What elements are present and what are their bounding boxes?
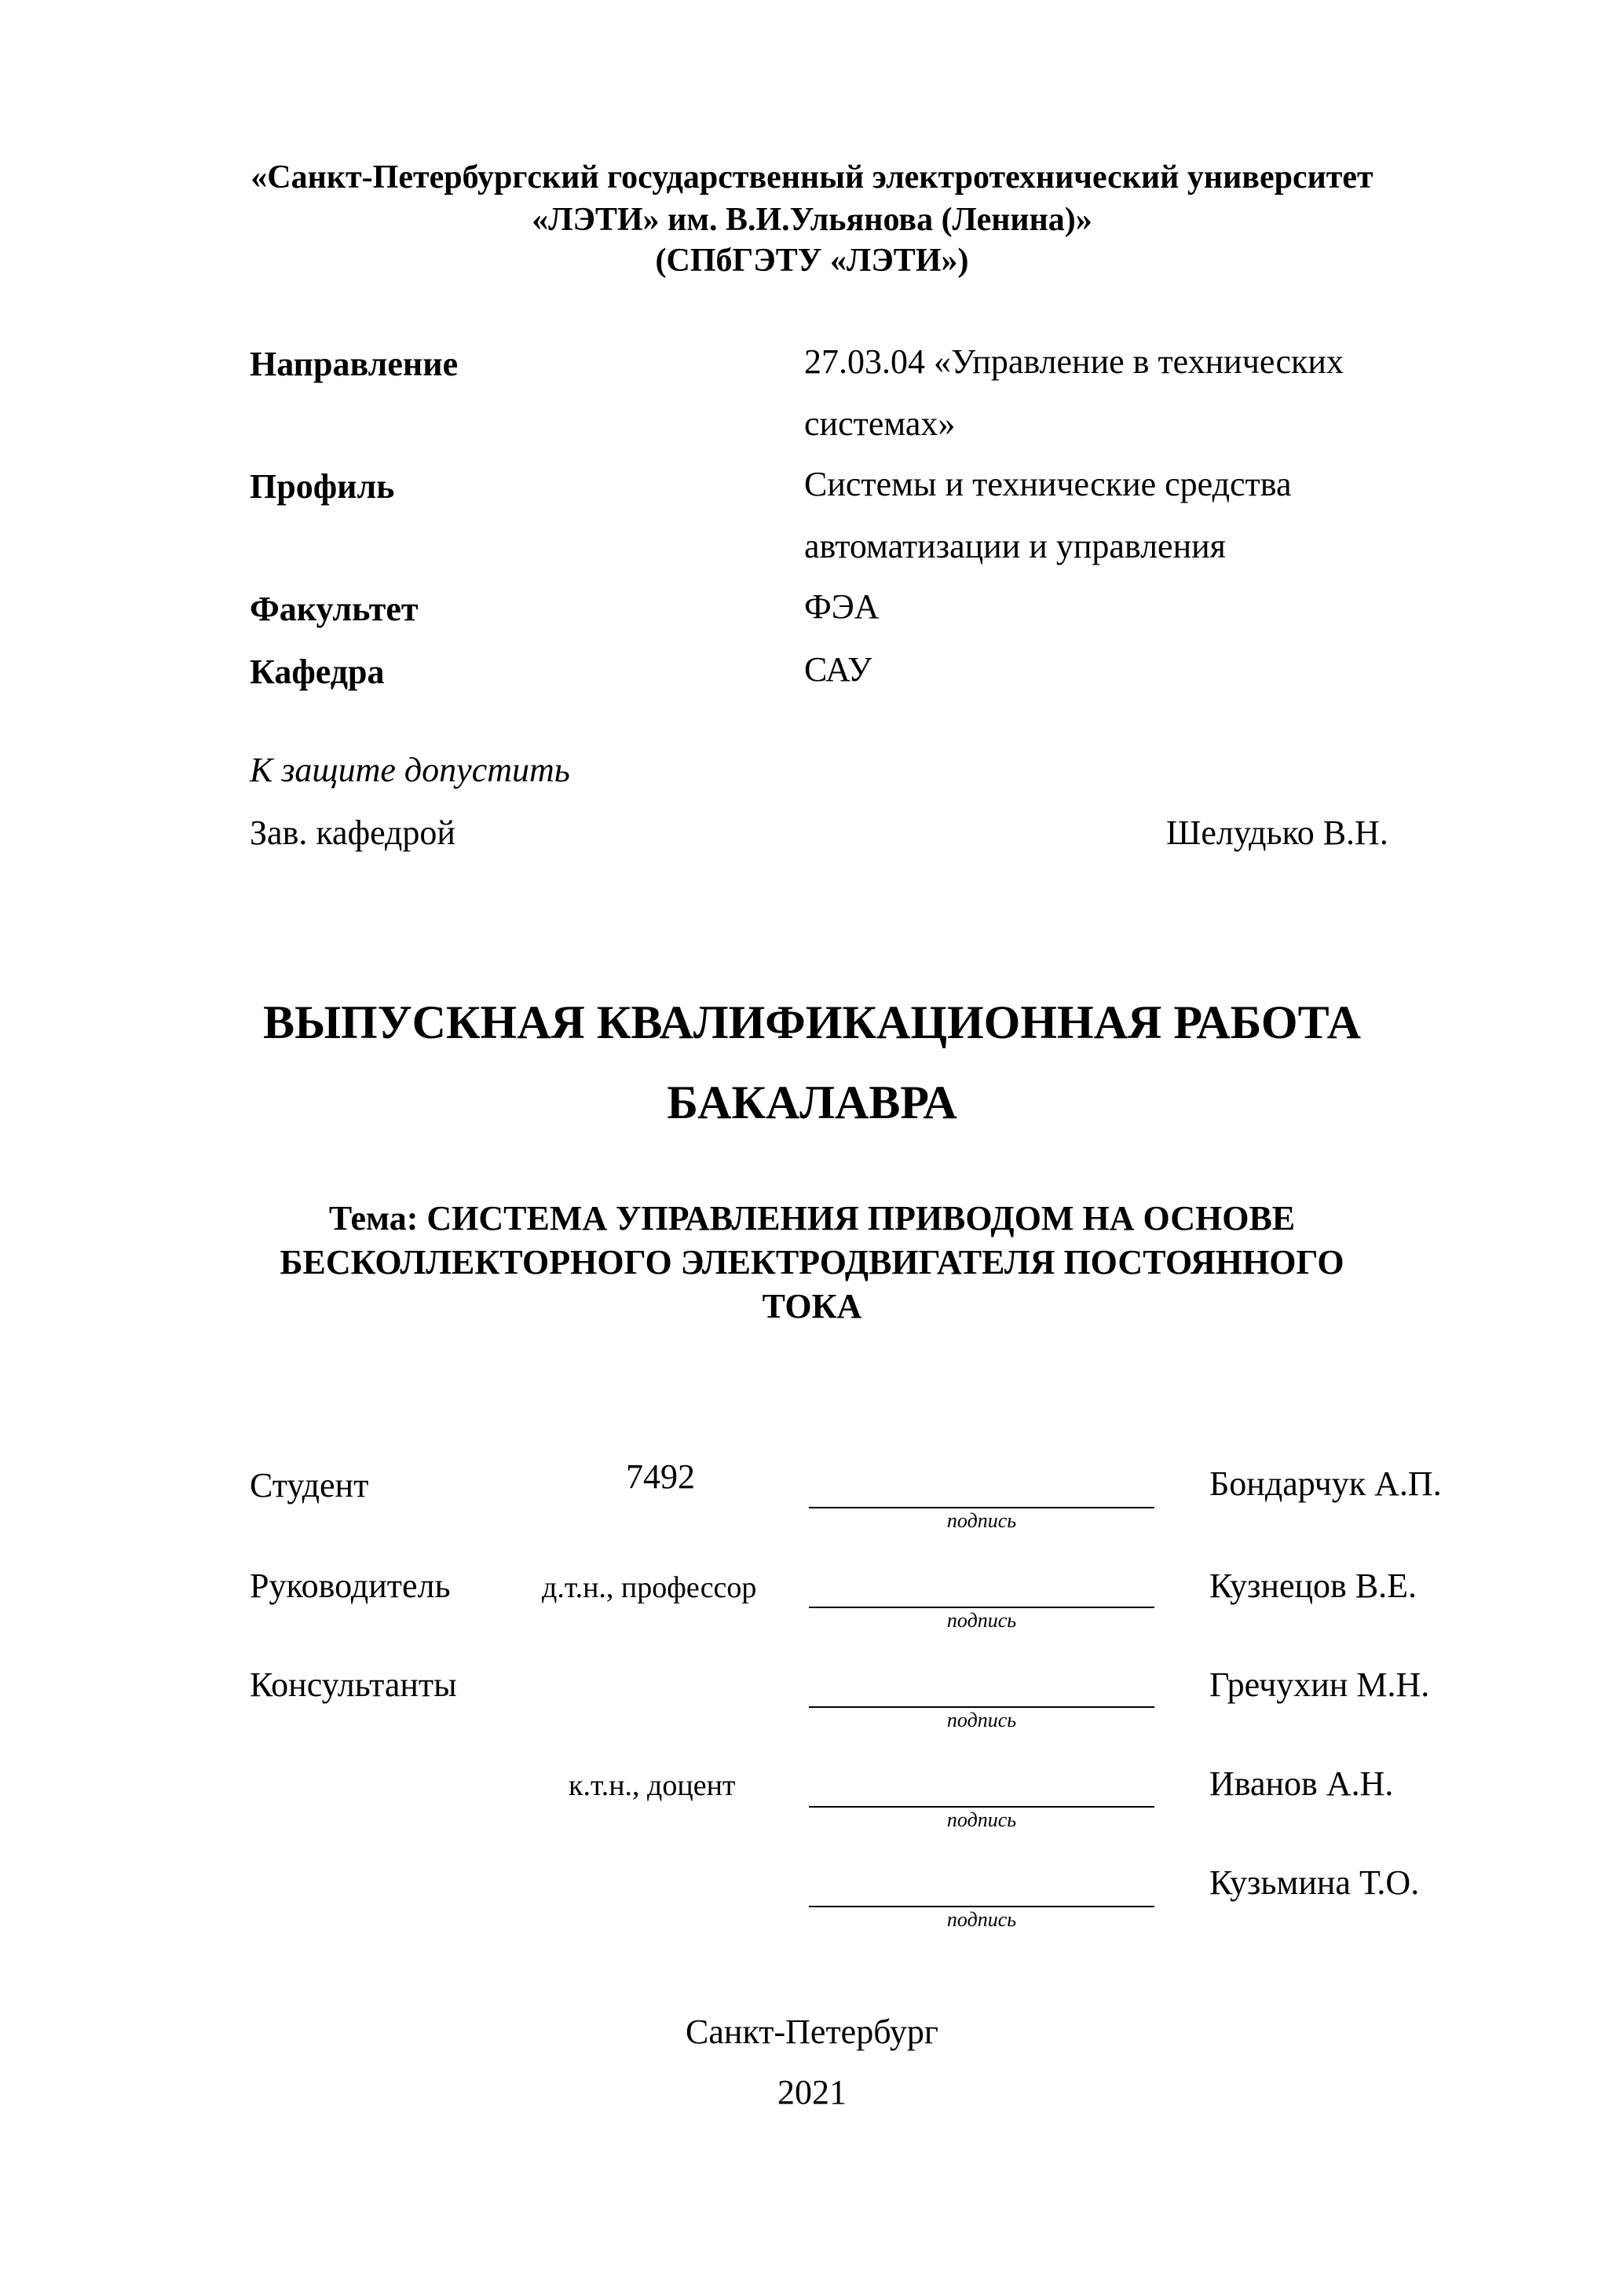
consultants-label: Консультанты <box>250 1665 457 1704</box>
consultant2-name: Иванов А.Н. <box>1209 1764 1394 1803</box>
consultant1-signature-caption: подпись <box>946 1709 1017 1731</box>
student-group: 7492 <box>626 1457 695 1496</box>
profile-value: Системы и технические средства автоматизации и управления <box>804 465 1292 565</box>
supervisor-name: Кузнецов В.Е. <box>1209 1567 1417 1605</box>
approval-text: К защите допустить <box>250 751 570 789</box>
topic-line3: ТОКА <box>762 1287 862 1325</box>
topic-line1: Тема: СИСТЕМА УПРАВЛЕНИЯ ПРИВОДОМ НА ОСНОВЕ <box>328 1199 1296 1238</box>
head-of-department-label: Зав. кафедрой <box>250 813 455 852</box>
consultant2-signature-line <box>809 1806 1154 1808</box>
faculty-label: Факультет <box>250 590 419 628</box>
thesis-title-line1: ВЫПУСКНАЯ КВАЛИФИКАЦИОННАЯ РАБОТА <box>263 996 1361 1048</box>
student-signature-line <box>809 1507 1154 1508</box>
footer-city: Санкт-Петербург <box>686 2013 938 2051</box>
university-name-line1: «Санкт-Петербургский государственный электротехнический университет <box>251 159 1373 196</box>
university-name-line2: «ЛЭТИ» им. В.И.Ульянова (Ленина)» <box>532 202 1092 238</box>
consultant2-signature-caption: подпись <box>946 1808 1017 1831</box>
university-abbreviation: (СПбГЭТУ «ЛЭТИ») <box>655 243 969 279</box>
thesis-title-line2: БАКАЛАВРА <box>667 1077 957 1128</box>
department-label: Кафедра <box>250 653 385 691</box>
consultant3-signature-line <box>809 1906 1154 1907</box>
student-name: Бондарчук А.П. <box>1209 1464 1442 1503</box>
consultant2-degree: к.т.н., доцент <box>569 1769 736 1802</box>
supervisor-signature-line <box>809 1607 1154 1608</box>
topic-line2: БЕСКОЛЛЕКТОРНОГО ЭЛЕКТРОДВИГАТЕЛЯ ПОСТОЯННОГО <box>280 1243 1344 1281</box>
consultant1-signature-line <box>809 1706 1154 1708</box>
profile-label: Профиль <box>250 467 395 506</box>
department-value: САУ <box>804 650 872 689</box>
consultant1-name: Гречухин М.Н. <box>1209 1665 1430 1704</box>
consultant3-name: Кузьмина Т.О. <box>1209 1863 1420 1902</box>
supervisor-label: Руководитель <box>250 1567 451 1605</box>
student-signature-caption: подпись <box>946 1509 1017 1532</box>
faculty-value: ФЭА <box>804 587 880 626</box>
head-of-department-name: Шелудько В.Н. <box>1166 813 1388 852</box>
supervisor-signature-caption: подпись <box>946 1609 1017 1632</box>
supervisor-degree: д.т.н., профессор <box>542 1571 757 1604</box>
consultant3-signature-caption: подпись <box>946 1908 1017 1931</box>
student-label: Студент <box>250 1466 369 1504</box>
footer-year: 2021 <box>777 2073 847 2111</box>
direction-label: Направление <box>250 345 459 383</box>
direction-value: 27.03.04 «Управление в технических системах» <box>804 342 1344 443</box>
